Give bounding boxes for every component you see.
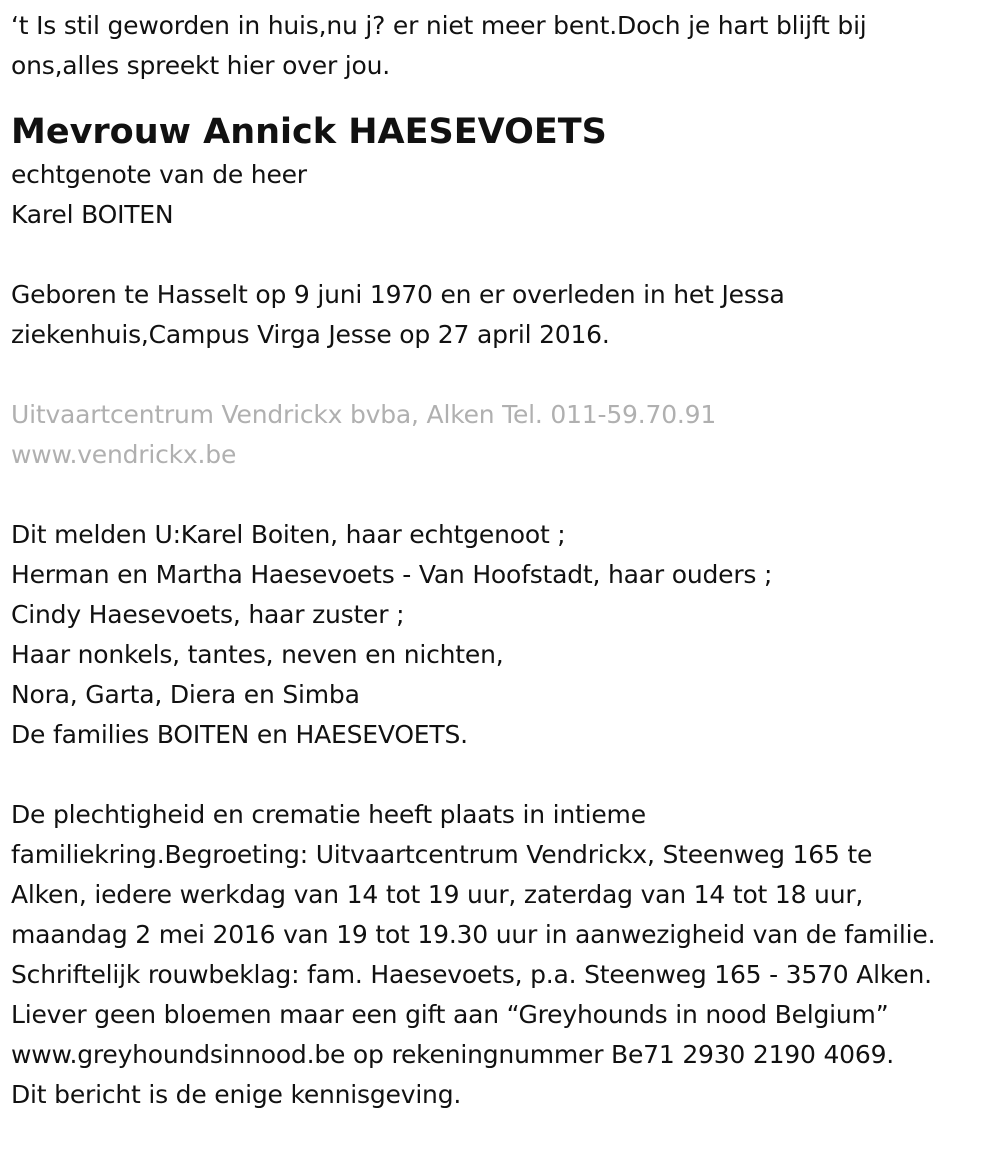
ceremony-line: familiekring.Begroeting: Uitvaartcentrum Vendrickx, Steenweg 165 te: [11, 840, 873, 869]
spacer: [11, 355, 990, 395]
funeral-home-info: [11, 395, 990, 475]
ceremony-line: Dit bericht is de enige kennisgeving.: [11, 1080, 462, 1109]
ceremony-line: Schriftelijk rouwbeklag: fam. Haesevoets, p.a. Steenweg 165 - 3570 Alken.: [11, 960, 932, 989]
spouse-info: [11, 155, 990, 235]
announcer-line: Haar nonkels, tantes, neven en nichten,: [11, 640, 504, 669]
announcer-line: Cindy Haesevoets, haar zuster ;: [11, 600, 405, 629]
announcer-line: De families BOITEN en HAESEVOETS.: [11, 720, 468, 749]
spacer: [11, 475, 990, 515]
ceremony-line: maandag 2 mei 2016 van 19 tot 19.30 uur in aanwezigheid van de familie.: [11, 920, 936, 949]
announcer-line: Herman en Martha Haesevoets - Van Hoofstadt, haar ouders ;: [11, 560, 773, 589]
spouse-line: Karel BOITEN: [11, 200, 174, 229]
birth-death-info: [11, 275, 990, 355]
obituary-notice: [0, 6, 1000, 1156]
spouse-line: echtgenote van de heer: [11, 160, 307, 189]
announcer-line: Nora, Garta, Diera en Simba: [11, 680, 360, 709]
birth-death-line: ziekenhuis,Campus Virga Jesse op 27 april 2016.: [11, 320, 610, 349]
funeral-home-line: Uitvaartcentrum Vendrickx bvba, Alken Tel. 011-59.70.91: [11, 400, 717, 429]
intro-line: ‘t Is stil geworden in huis,nu j? er niet meer bent.Doch je hart blijft bij: [11, 11, 867, 40]
ceremony-line: Alken, iedere werkdag van 14 tot 19 uur, zaterdag van 14 tot 18 uur,: [11, 880, 864, 909]
spacer: [11, 235, 990, 275]
spacer: [11, 755, 990, 795]
ceremony-line: De plechtigheid en crematie heeft plaats in intieme: [11, 800, 646, 829]
birth-death-line: Geboren te Hasselt op 9 juni 1970 en er overleden in het Jessa: [11, 280, 785, 309]
funeral-home-website: www.vendrickx.be: [11, 440, 237, 469]
ceremony-info: [11, 795, 990, 1115]
intro-verse: [11, 6, 990, 86]
intro-line: ons,alles spreekt hier over jou.: [11, 51, 391, 80]
announcers-list: [11, 515, 990, 755]
deceased-name: Mevrouw Annick HAESEVOETS: [11, 112, 607, 152]
announcer-line: Dit melden U:Karel Boiten, haar echtgenoot ;: [11, 520, 566, 549]
ceremony-line: www.greyhoundsinnood.be op rekeningnummer Be71 2930 2190 4069.: [11, 1040, 895, 1069]
ceremony-line: Liever geen bloemen maar een gift aan “Greyhounds in nood Belgium”: [11, 1000, 889, 1029]
